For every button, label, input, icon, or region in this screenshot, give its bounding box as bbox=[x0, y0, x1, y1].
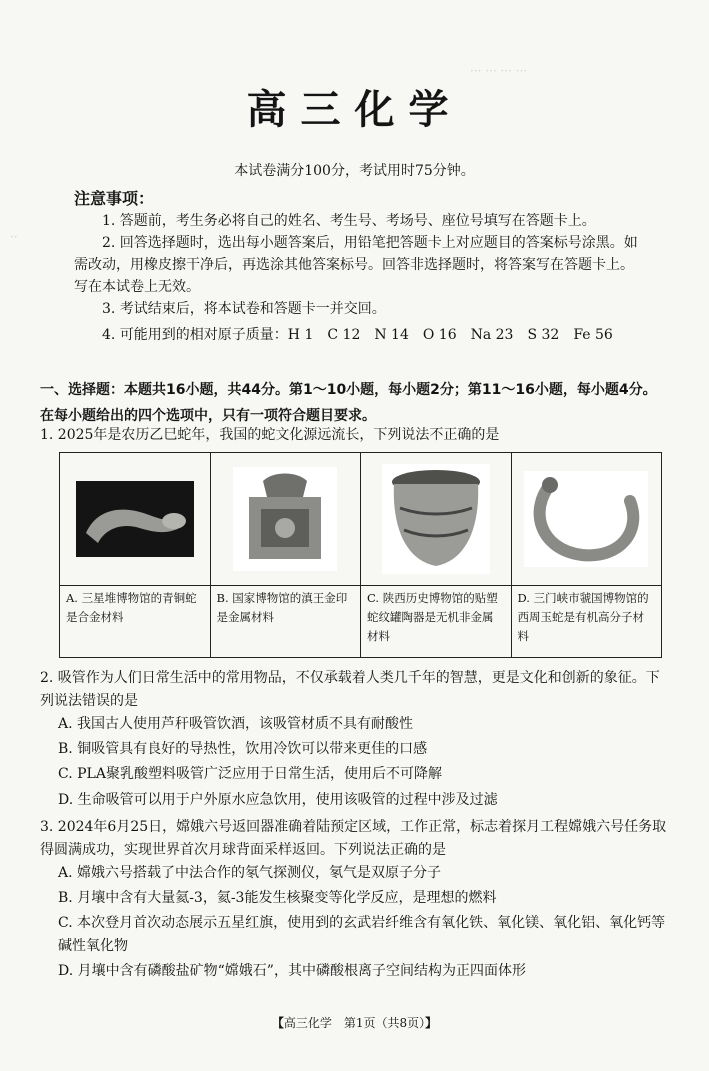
pottery-jar-image bbox=[382, 464, 490, 574]
option-b: B. 月壤中含有大量氦-3，氦-3能发生核聚变等化学反应，是理想的燃料 bbox=[58, 890, 497, 906]
option-d: D. 生命吸管可以用于户外原水应急饮用，使用该吸管的过程中涉及过滤 bbox=[58, 792, 498, 808]
jade-snake-image bbox=[524, 471, 648, 567]
footer-bracket: 【 bbox=[271, 1016, 284, 1030]
notice-item: 3. 考试结束后，将本试卷和答题卡一并交回。 bbox=[102, 301, 386, 317]
option-c: C. PLA聚乳酸塑料吸管广泛应用于日常生活，使用后不可降解 bbox=[58, 766, 442, 782]
option-c-caption: C. 陕西历史博物馆的贴塑蛇纹罐陶器是无机非金属材料 bbox=[361, 586, 512, 658]
section-heading: 一、选择题：本题共16小题，共44分。第1～10小题，每小题2分；第11～16小题，每小题4分。在每小题给出的四个选项中，只有一项符合题目要求。 bbox=[40, 382, 657, 424]
artifact-photo-cell bbox=[511, 453, 662, 586]
gold-seal-image bbox=[233, 467, 337, 571]
option-c: C. 本次登月首次动态展示五星红旗，使用到的玄武岩纤维含有氧化铁、氧化镁、氧化铝、氧化钙等碱性氧化物 bbox=[58, 915, 666, 954]
artifact-table bbox=[59, 452, 662, 658]
option-b: B. 铜吸管具有良好的导热性，饮用冷饮可以带来更佳的口感 bbox=[58, 741, 428, 757]
option-d: D. 月壤中含有磷酸盐矿物“嫦娥石”，其中磷酸根离子空间结构为正四面体形 bbox=[58, 963, 526, 979]
notice-item: 1. 答题前，考生务必将自己的姓名、考生号、考场号、座位号填写在答题卡上。 bbox=[102, 213, 596, 229]
question-stem: 3. 2024年6月25日，嫦娥六号返回器准确着陆预定区域，工作正常，标志着探月工程嫦娥六号任务取得圆满成功，实现世界首次月球背面采样返回。下列说法正确的是 bbox=[40, 819, 667, 858]
option-d-caption: D. 三门峡市虢国博物馆的西周玉蛇是有机高分子材料 bbox=[511, 586, 662, 658]
bleed-through-text: ·· bbox=[10, 230, 18, 244]
footer-text: 高三化学 第1页（共8页） bbox=[283, 1016, 426, 1030]
artifact-photo-cell bbox=[210, 453, 361, 586]
question-stem: 1. 2025年是农历乙巳蛇年，我国的蛇文化源远流长，下列说法不正确的是 bbox=[40, 427, 500, 443]
notice-item: 2. 回答选择题时，选出每小题答案后，用铅笔把答题卡上对应题目的答案标号涂黑。如需改动，用橡皮擦干净后，再选涂其他答案标号。回答非选择题时，将答案写在答题卡上。写在本试卷上无效。 bbox=[74, 235, 638, 295]
page-footer bbox=[0, 1014, 709, 1031]
option-a: A. 嫦娥六号搭载了中法合作的氡气探测仪，氡气是双原子分子 bbox=[58, 865, 442, 881]
page-title: 高三化学 bbox=[246, 87, 463, 133]
exam-info: 本试卷满分100分，考试用时75分钟。 bbox=[234, 163, 475, 179]
bronze-snake-image bbox=[76, 481, 194, 557]
notice-heading: 注意事项： bbox=[74, 189, 155, 208]
question-stem: 2. 吸管作为人们日常生活中的常用物品，不仅承载着人类几千年的智慧，更是文化和创新的象征。下列说法错误的是 bbox=[40, 670, 660, 709]
artifact-photo-cell bbox=[361, 453, 512, 586]
bleed-through-text: ··· ··· ··· ··· bbox=[470, 64, 528, 78]
notice-item: 4. 可能用到的相对原子质量：H 1 C 12 N 14 O 16 Na 23 S 32 Fe 56 bbox=[102, 327, 613, 343]
option-a: A. 我国古人使用芦秆吸管饮酒，该吸管材质不具有耐酸性 bbox=[58, 716, 414, 732]
footer-bracket: 】 bbox=[425, 1016, 438, 1030]
option-a-caption: A. 三星堆博物馆的青铜蛇是合金材料 bbox=[60, 586, 211, 658]
artifact-photo-cell bbox=[60, 453, 211, 586]
option-b-caption: B. 国家博物馆的滇王金印是金属材料 bbox=[210, 586, 361, 658]
